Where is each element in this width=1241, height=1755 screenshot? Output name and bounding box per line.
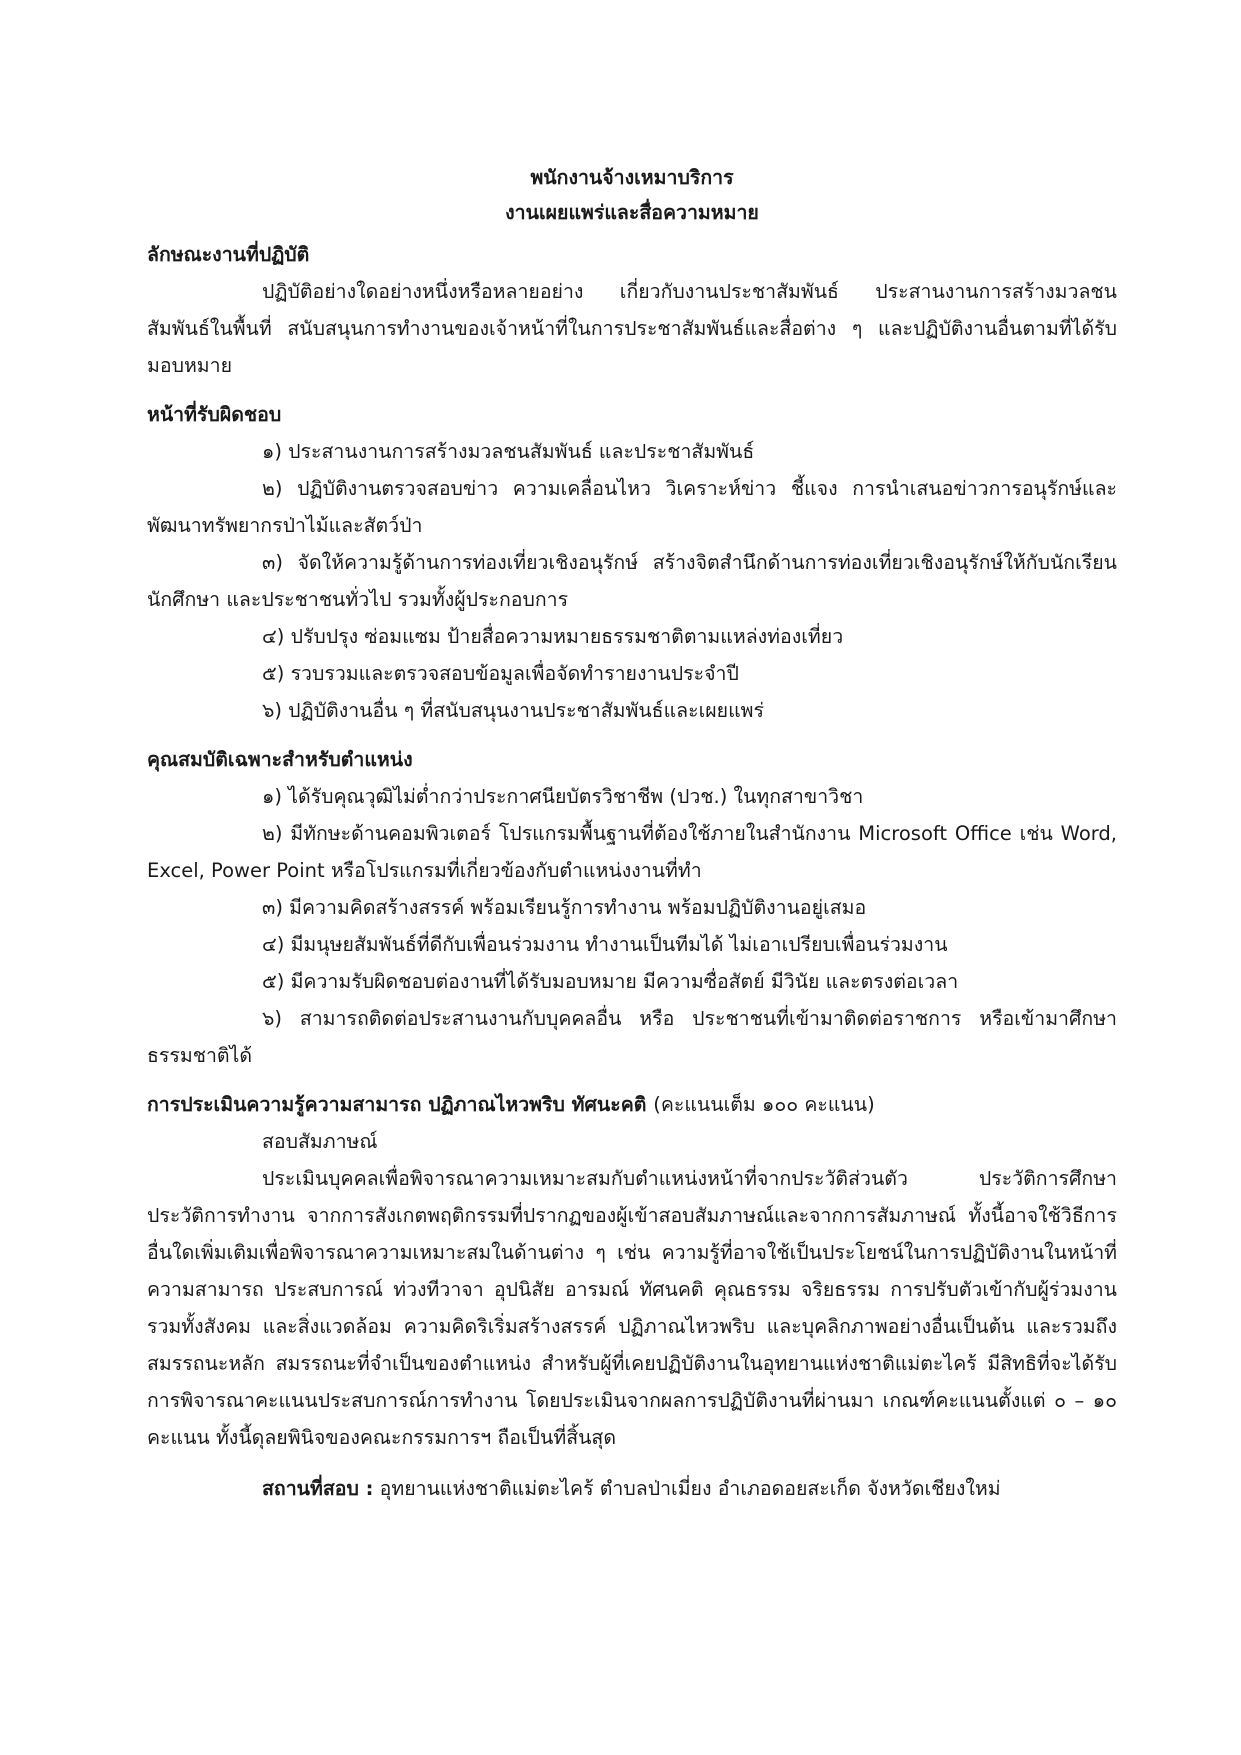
assessment-score-note: (คะแนนเต็ม ๑๐๐ คะแนน): [653, 1093, 875, 1116]
section-gap: [147, 1074, 1117, 1086]
exam-venue-label: สถานที่สอบ :: [262, 1477, 374, 1500]
qualification-item-5: ๕) มีความรับผิดชอบต่องานที่ได้รับมอบหมาย มีความซื่อสัตย์ มีวินัย และตรงต่อเวลา: [262, 970, 959, 993]
duty-item-5: ๕) รวบรวมและตรวจสอบข้อมูลเพื่อจัดทำรายงานประจำปี: [262, 662, 739, 685]
job-nature-text: ปฏิบัติอย่างใดอย่างหนึ่งหรือหลายอย่าง เกี่ยวกับงานประชาสัมพันธ์ ประสานงานการสร้างมวลชนสัมพันธ์ในพื้นที่ สนับสนุนการทำงานของเจ้าหน้าที่ในการประชาสัมพันธ์และสื่อต่าง ๆ และปฏิบัติงานอื่นตามที่ได้รับมอบหมาย: [147, 280, 1117, 377]
duties-heading: หน้าที่รับผิดชอบ: [147, 403, 282, 426]
duty-item-3: ๓) จัดให้ความรู้ด้านการท่องเที่ยวเชิงอนุรักษ์ สร้างจิตสำนึกด้านการท่องเที่ยวเชิงอนุรักษ์ให้กับนักเรียน นักศึกษา และประชาชนทั่วไป รวมทั้งผู้ประกอบการ: [147, 551, 1117, 611]
document-title-line2: งานเผยแพร่และสื่อความหมาย: [505, 201, 759, 224]
assessment-heading: การประเมินความรู้ความสามารถ ปฏิภาณไหวพริบ ทัศนะคติ: [147, 1093, 647, 1116]
qualification-item-6: ๖) สามารถติดต่อประสานงานกับบุคคลอื่น หรือ ประชาชนที่เข้ามาติดต่อราชการ หรือเข้ามาศึกษาธรรมชาติได้: [147, 1007, 1117, 1067]
job-nature-heading: ลักษณะงานที่ปฏิบัติ: [147, 243, 310, 266]
exam-venue-text: อุทยานแห่งชาติแม่ตะไคร้ ตำบลป่าเมี่ยง อำเภอดอยสะเก็ด จังหวัดเชียงใหม่: [379, 1477, 1001, 1500]
qualification-item-4: ๔) มีมนุษยสัมพันธ์ที่ดีกับเพื่อนร่วมงาน ทำงานเป็นทีมได้ ไม่เอาเปรียบเพื่อนร่วมงาน: [262, 933, 948, 956]
section-gap: [147, 729, 1117, 741]
qualification-item-3: ๓) มีความคิดสร้างสรรค์ พร้อมเรียนรู้การทำงาน พร้อมปฏิบัติงานอยู่เสมอ: [262, 896, 867, 919]
exam-venue: [147, 1470, 1117, 1507]
section-gap: [147, 384, 1117, 396]
duty-item-6: ๖) ปฏิบัติงานอื่น ๆ ที่สนับสนุนงานประชาสัมพันธ์และเผยแพร่: [262, 699, 764, 722]
assessment-text: ประเมินบุคคลเพื่อพิจารณาความเหมาะสมกับตำแหน่งหน้าที่จากประวัติส่วนตัว ประวัติการศึกษา ประวัติการทำงาน จากการสังเกตพฤติกรรมที่ปรากฏของผู้เข้าสอบสัมภาษณ์และจากการสัมภาษณ์ ทั้งนี้อาจใช้วิธีการอื่นใดเพิ่มเติมเพื่อพิจารณาความเหมาะสมในด้านต่าง ๆ เช่น ความรู้ที่อาจใช้เป็นประโยชน์ในการปฏิบัติงานในหน้าที่ ความสามารถ ประสบการณ์ ท่วงทีวาจา อุปนิสัย อารมณ์ ทัศนคติ คุณธรรม จริยธรรม การปรับตัวเข้ากับผู้ร่วมงาน รวมทั้งสังคม และสิ่งแวดล้อม ความคิดริเริ่มสร้างสรรค์ ปฏิภาณไหวพริบ และบุคลิกภาพอย่างอื่นเป็นต้น และรวมถึงสมรรถนะหลัก สมรรถนะที่จำเป็นของตำแหน่ง สำหรับผู้ที่เคยปฏิบัติงานในอุทยานแห่งชาติแม่ตะไคร้ มีสิทธิที่จะได้รับการพิจารณาคะแนนประสบการณ์การทำงาน โดยประเมินจากผลการปฏิบัติงานที่ผ่านมา เกณฑ์คะแนนตั้งแต่ ๐ – ๑๐ คะแนน ทั้งนี้ดุลยพินิจของคณะกรรมการฯ ถือเป็นที่สิ้นสุด: [147, 1167, 1117, 1449]
assessment-heading-line: [147, 1086, 1117, 1123]
duty-item-4: ๔) ปรับปรุง ซ่อมแซม ป้ายสื่อความหมายธรรมชาติตามแหล่งท่องเที่ยว: [262, 625, 844, 648]
assessment-method: สอบสัมภาษณ์: [262, 1130, 378, 1153]
duty-item-1: ๑) ประสานงานการสร้างมวลชนสัมพันธ์ และประชาสัมพันธ์: [262, 440, 755, 463]
qualification-item-2: ๒) มีทักษะด้านคอมพิวเตอร์ โปรแกรมพื้นฐานที่ต้องใช้ภายในสำนักงาน Microsoft Office เช่น Word, Excel, Power Point หรือโปรแกรมที่เกี่ยวข้องกับตำแหน่งงานที่ทำ: [147, 822, 1117, 882]
document-body: [147, 160, 1117, 1507]
qualification-item-1: ๑) ได้รับคุณวุฒิไม่ต่ำกว่าประกาศนียบัตรวิชาชีพ (ปวช.) ในทุกสาขาวิชา: [262, 785, 864, 808]
qualifications-heading: คุณสมบัติเฉพาะสำหรับตำแหน่ง: [147, 748, 413, 771]
title-block: [147, 160, 1117, 230]
duty-item-2: ๒) ปฏิบัติงานตรวจสอบข่าว ความเคลื่อนไหว วิเคราะห์ข่าว ชี้แจง การนำเสนอข่าวการอนุรักษ์และพัฒนาทรัพยากรป่าไม้และสัตว์ป่า: [147, 477, 1117, 537]
document-title-line1: พนักงานจ้างเหมาบริการ: [530, 166, 734, 189]
